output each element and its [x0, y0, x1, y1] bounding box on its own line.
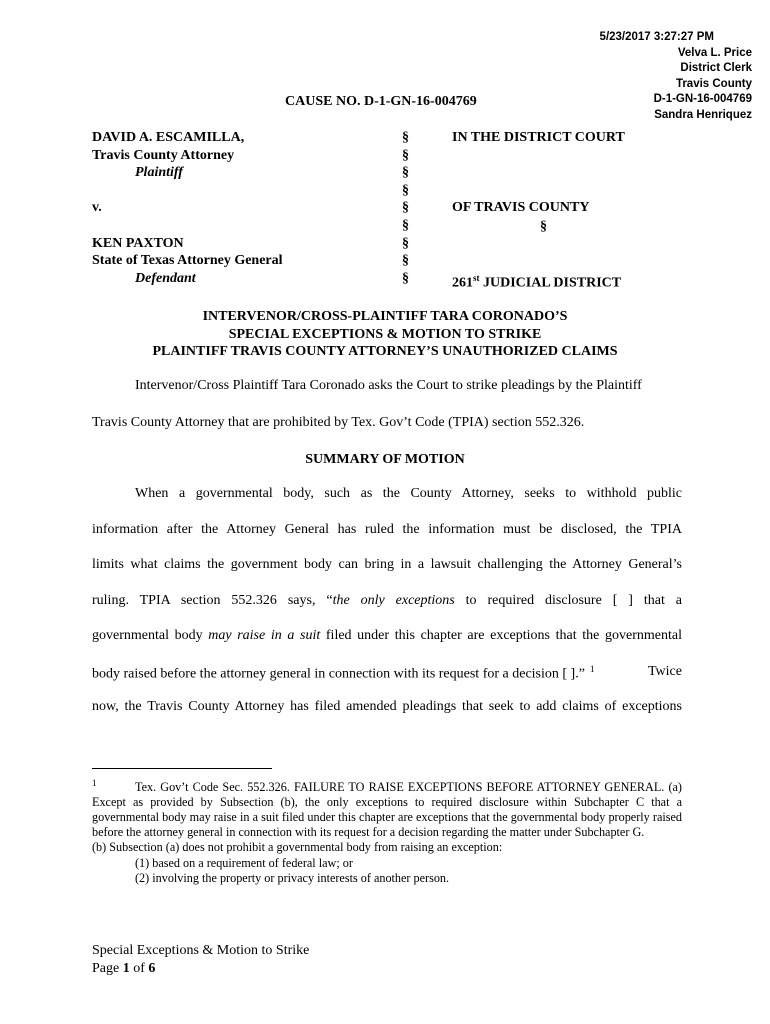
defendant-name: KEN PAXTON — [92, 235, 184, 251]
total-pages: 6 — [148, 960, 156, 976]
footer-title: Special Exceptions & Motion to Strike — [92, 943, 310, 958]
section-symbol: § — [402, 235, 409, 251]
plaintiff-title: Travis County Attorney — [92, 147, 235, 163]
page-footer — [92, 942, 309, 977]
body-line-6 — [92, 664, 682, 683]
body-line-2: information after the Attorney General has ruled the information must be disclosed, the TPIA — [92, 522, 682, 537]
body-line-7: now, the Travis County Attorney has filed amended pleadings that seek to add claims of exceptions — [92, 699, 682, 714]
footnote-divider — [92, 768, 272, 769]
caption-parties — [92, 129, 392, 287]
intro-line-2: Travis County Attorney that are prohibited by Tex. Gov’t Code (TPIA) section 552.326. — [92, 415, 585, 430]
intro-line-1: Intervenor/Cross Plaintiff Tara Coronado asks the Court to strike pleadings by the Plaintiff — [135, 378, 642, 393]
plaintiff-name: DAVID A. ESCAMILLA, — [92, 130, 245, 145]
court-section-symbol: § — [540, 219, 547, 234]
title-line-2: SPECIAL EXCEPTIONS & MOTION TO STRIKE — [228, 326, 542, 342]
body-line-5 — [92, 628, 682, 644]
document-title — [80, 308, 690, 361]
footnote-reference: 1 — [589, 664, 595, 674]
footnote-number: 1 — [92, 778, 97, 788]
stamp-clerk-name: Velva L. Price — [677, 46, 752, 59]
section-symbol: § — [402, 130, 409, 145]
footnote-text: Tex. Gov’t Code Sec. 552.326. FAILURE TO RAISE EXCEPTIONS BEFORE ATTORNEY GENERAL. (a) Except as provided by Subsection (b), the only exceptions to required disclosure within Subchapter C that a governmental body may raise in a suit filed under this chapter are exceptions that the governmental body properly raised before the attorney general in connection with its request for a decision regarding the matter under Subchapter G. — [92, 780, 682, 840]
court-line-2: OF TRAVIS COUNTY — [452, 200, 590, 215]
district-ordinal: st — [473, 273, 480, 283]
section-symbol: § — [402, 270, 409, 286]
clerk-stamp — [600, 30, 752, 123]
title-line-3: PLAINTIFF TRAVIS COUNTY ATTORNEY’S UNAUTHORIZED CLAIMS — [152, 344, 618, 360]
section-symbol: § — [402, 165, 409, 181]
footnote-paragraph — [92, 776, 682, 840]
body-text: governmental body — [92, 628, 209, 643]
district-label: JUDICIAL DISTRICT — [479, 275, 622, 291]
court-line-3 — [452, 270, 621, 292]
summary-heading: SUMMARY OF MOTION — [305, 452, 465, 467]
body-text: ruling. TPIA section 552.326 says, “ — [92, 593, 333, 608]
body-emphasis: may raise in a suit — [208, 628, 321, 643]
plaintiff-role: Plaintiff — [135, 165, 183, 181]
body-emphasis: the only exceptions — [332, 593, 455, 608]
section-symbol-column — [402, 129, 422, 287]
section-symbol: § — [402, 253, 409, 269]
of-label: of — [129, 960, 149, 976]
section-symbol: § — [402, 147, 409, 163]
page-label: Page — [92, 960, 123, 976]
title-line-1: INTERVENOR/CROSS-PLAINTIFF TARA CORONADO’S — [202, 309, 568, 324]
body-text: body raised before the attorney general in connection with its request for a decision [ ].” — [92, 666, 585, 682]
body-line-1: When a governmental body, such as the County Attorney, seeks to withhold public — [135, 486, 682, 501]
current-page: 1 — [122, 960, 130, 976]
stamp-datetime: 5/23/2017 3:27:27 PM — [599, 31, 714, 43]
court-line-1: IN THE DISTRICT COURT — [452, 130, 625, 145]
cause-number: CAUSE NO. D-1-GN-16-004769 — [285, 94, 477, 109]
versus: v. — [92, 200, 102, 216]
footnote-subsection-b: (b) Subsection (a) does not prohibit a governmental body from raising an exception: — [92, 840, 503, 855]
stamp-case-number: D-1-GN-16-004769 — [653, 93, 752, 105]
body-text: Twice — [647, 664, 682, 679]
body-line-4 — [92, 593, 682, 609]
district-number: 261 — [452, 275, 473, 291]
section-symbol: § — [402, 200, 409, 216]
body-line-3: limits what claims the government body can bring in a lawsuit challenging the Attorney General’s — [92, 557, 682, 572]
defendant-title: State of Texas Attorney General — [92, 253, 283, 269]
stamp-clerk-title: District Clerk — [680, 62, 752, 74]
section-symbol: § — [402, 217, 409, 233]
stamp-deputy: Sandra Henriquez — [654, 108, 752, 121]
footnote — [92, 776, 682, 886]
defendant-role: Defendant — [135, 270, 196, 286]
footnote-item-1: (1) based on a requirement of federal law; or — [135, 855, 353, 870]
section-symbol: § — [402, 182, 409, 198]
body-text: to required disclosure [ ] that a — [454, 593, 683, 608]
stamp-county: Travis County — [675, 77, 752, 90]
page-number — [92, 960, 309, 978]
body-text: filed under this chapter are exceptions that the governmental — [320, 628, 682, 643]
footnote-item-2: (2) involving the property or privacy interests of another person. — [135, 870, 450, 885]
